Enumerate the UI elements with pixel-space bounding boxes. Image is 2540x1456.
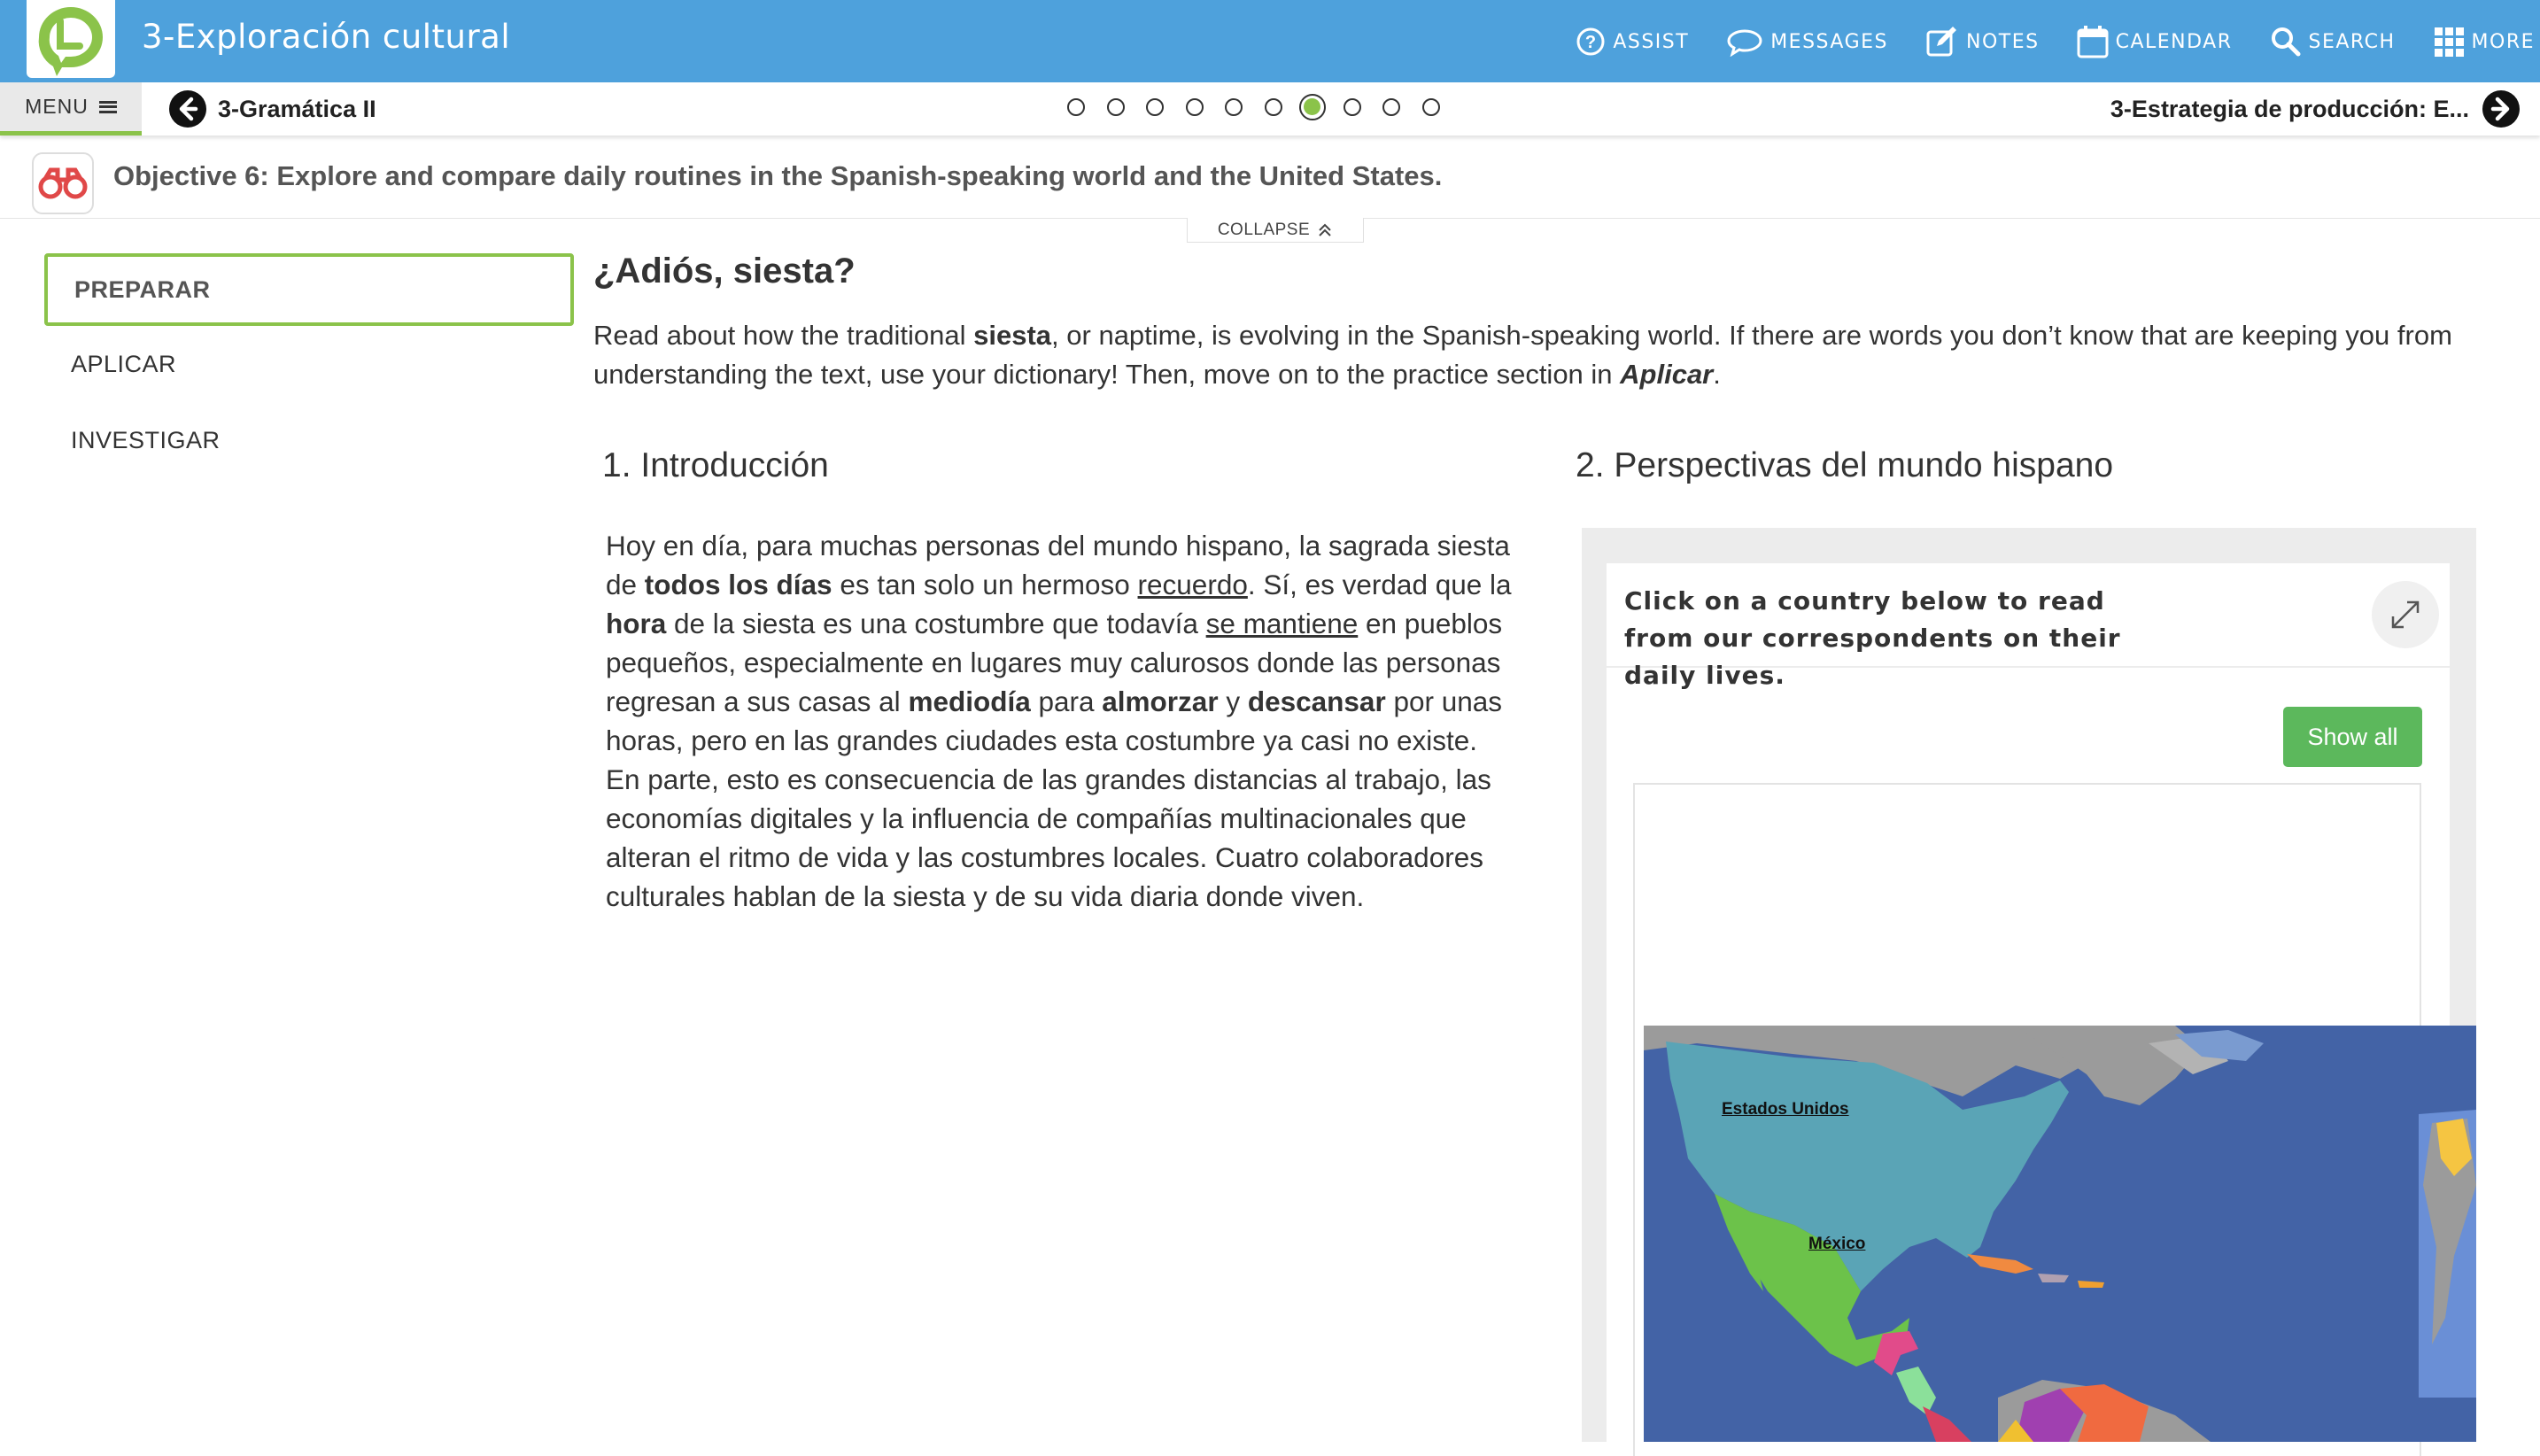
previous-lesson-label: 3-Gramática II bbox=[218, 95, 376, 122]
section-heading: ¿Adiós, siesta? bbox=[593, 252, 856, 290]
page-dot[interactable] bbox=[1422, 98, 1440, 116]
world-map-graphic bbox=[1644, 1026, 2476, 1442]
menu-label: MENU bbox=[25, 95, 89, 118]
perspectivas-title: 2. Perspectivas del mundo hispano bbox=[1576, 446, 2114, 484]
show-all-button[interactable]: Show all bbox=[2283, 707, 2422, 767]
notes-label: NOTES bbox=[1966, 30, 2040, 53]
introduccion-title: 1. Introducción bbox=[602, 446, 829, 484]
sidebar-item-investigar[interactable] bbox=[44, 404, 574, 476]
hamburger-icon bbox=[99, 101, 117, 113]
search-button[interactable] bbox=[2270, 26, 2396, 58]
page-dot[interactable] bbox=[1146, 98, 1164, 116]
map-label-mexico[interactable]: México bbox=[1808, 1235, 1866, 1253]
objective-text: Objective 6: Explore and compare daily routines in the Spanish-speaking world and the United States. bbox=[113, 160, 1443, 191]
vocab-link-se-mantiene[interactable]: se mantiene bbox=[1205, 608, 1359, 639]
search-icon bbox=[2270, 26, 2302, 58]
top-bar bbox=[0, 0, 2540, 82]
messages-button[interactable] bbox=[1726, 27, 1888, 57]
collapse-label: COLLAPSE bbox=[1217, 220, 1311, 239]
expand-button[interactable] bbox=[2372, 581, 2439, 648]
page-dot[interactable] bbox=[1186, 98, 1204, 116]
map-region-estados-unidos[interactable] bbox=[1666, 1042, 2069, 1291]
menu-button[interactable] bbox=[0, 82, 142, 136]
notes-button[interactable] bbox=[1925, 26, 2040, 58]
help-circle-icon bbox=[1576, 27, 1606, 57]
page-dot[interactable] bbox=[1382, 98, 1400, 116]
page-dot[interactable] bbox=[1067, 98, 1085, 116]
note-pencil-icon bbox=[1925, 26, 1959, 58]
sidebar-item-label: PREPARAR bbox=[74, 275, 211, 303]
intro-paragraph: Read about how the traditional siesta, or naptime, is evolving in the Spanish-speaking world. If there are words you don’t know that are keeping you from understanding the text, use your dictionary! Then, move on to the practice section in Aplicar. bbox=[593, 320, 2452, 390]
more-label: MORE bbox=[2471, 30, 2535, 53]
lesson-navigation-bar bbox=[0, 82, 2540, 136]
chat-bubble-icon bbox=[1726, 27, 1763, 57]
sidebar-item-label: APLICAR bbox=[71, 350, 177, 377]
vocab-link-recuerdo[interactable]: recuerdo bbox=[1137, 569, 1248, 600]
map-widget-header bbox=[1607, 563, 2450, 690]
arrow-left-circle-icon bbox=[168, 89, 207, 128]
sidebar-item-aplicar[interactable] bbox=[44, 328, 574, 400]
next-lesson-link[interactable] bbox=[2110, 89, 2521, 128]
calendar-icon bbox=[2077, 25, 2109, 58]
sidebar-item-label: INVESTIGAR bbox=[71, 426, 221, 453]
previous-lesson-link[interactable] bbox=[168, 89, 376, 128]
calendar-label: CALENDAR bbox=[2115, 30, 2233, 53]
page-dot-current[interactable] bbox=[1299, 94, 1326, 120]
assist-label: ASSIST bbox=[1613, 30, 1690, 53]
collapse-button[interactable] bbox=[1187, 218, 1364, 243]
assist-button[interactable] bbox=[1576, 27, 1689, 57]
next-lesson-label: 3-Estrategia de producción: E... bbox=[2110, 95, 2469, 122]
page-dot[interactable] bbox=[1225, 98, 1243, 116]
page-indicator bbox=[1067, 98, 1461, 120]
page-dot[interactable] bbox=[1344, 98, 1361, 116]
svg-text:?: ? bbox=[1585, 33, 1597, 52]
binoculars-icon bbox=[32, 152, 94, 214]
top-navigation bbox=[1538, 19, 2535, 64]
expand-icon bbox=[2389, 599, 2421, 631]
more-button[interactable] bbox=[2433, 26, 2535, 58]
app-title: 3-Exploración cultural bbox=[142, 18, 511, 56]
search-label: SEARCH bbox=[2308, 30, 2396, 53]
sidebar-item-preparar[interactable] bbox=[44, 253, 574, 326]
page-dot[interactable] bbox=[1107, 98, 1125, 116]
chevron-double-up-icon bbox=[1317, 223, 1333, 237]
grid-icon bbox=[2433, 26, 2465, 58]
map-label-estados-unidos[interactable]: Estados Unidos bbox=[1722, 1100, 1849, 1119]
app-logo[interactable] bbox=[27, 0, 115, 78]
page-dot[interactable] bbox=[1265, 98, 1282, 116]
interactive-map[interactable] bbox=[1644, 1026, 2476, 1442]
objective-banner bbox=[32, 152, 1442, 214]
arrow-right-circle-icon bbox=[2482, 89, 2521, 128]
introduccion-text: Hoy en día, para muchas personas del mundo hispano, la sagrada siesta de todos los días es tan solo un hermoso recuerdo. Sí, es verdad que la hora de la siesta es una costumbre que todavía se mantiene en pueblos pequeños, especialmente en lugares muy calurosos donde las personas regresan a sus casas al mediodía para almorzar y descansar por unas horas, pero en las grandes ciudades esta costumbre ya casi no existe. En parte, esto es consecuencia de las grandes distancias al trabajo, las economías digitales y la influencia de compañías multinacionales que alteran el ritmo de vida y las costumbres locales. Cuatro colaboradores culturales hablan de la siesta y de su vida diaria donde viven. bbox=[606, 530, 1512, 912]
calendar-button[interactable] bbox=[2077, 25, 2233, 58]
logo-icon bbox=[32, 2, 110, 76]
map-instructions: Click on a country below to read from our correspondents on their daily lives. bbox=[1624, 586, 2121, 690]
messages-label: MESSAGES bbox=[1770, 30, 1888, 53]
